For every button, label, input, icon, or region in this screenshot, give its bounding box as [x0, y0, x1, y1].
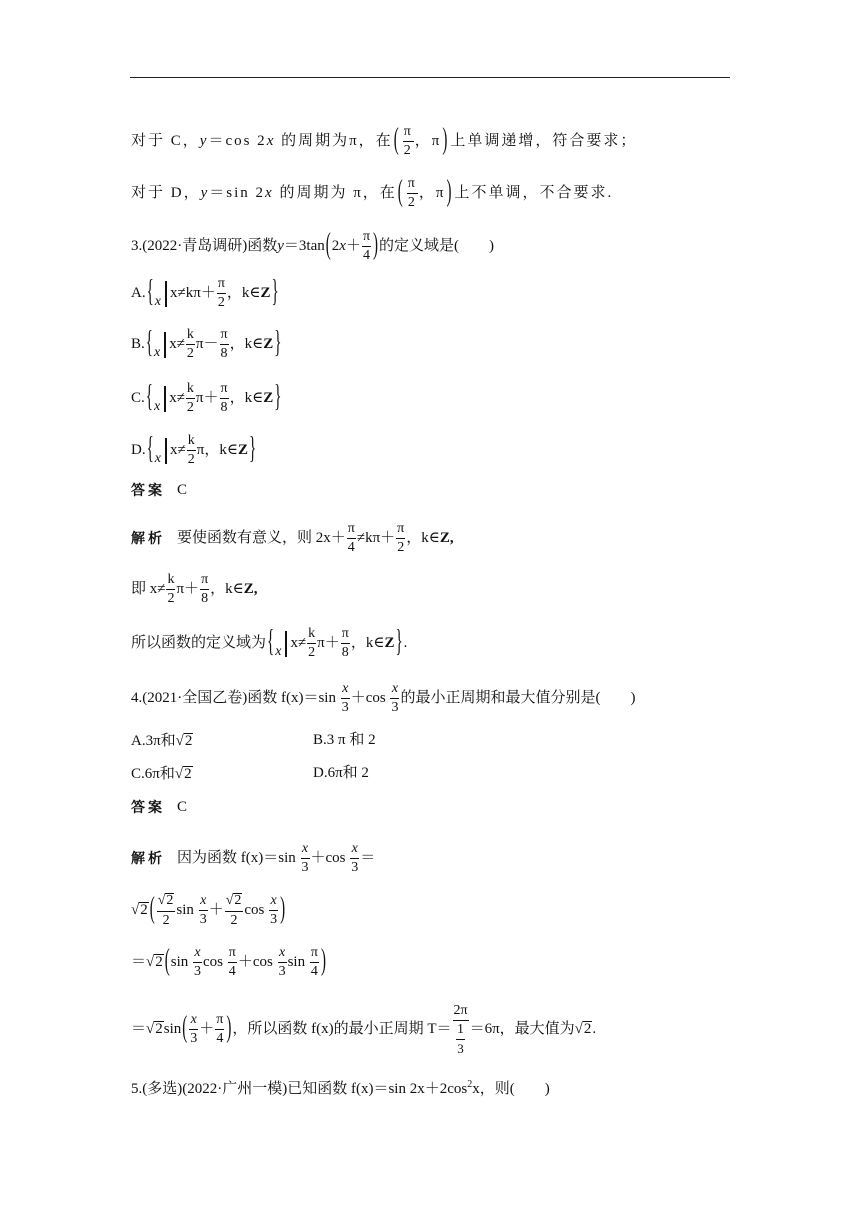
numerator: π [228, 946, 237, 963]
numerator: π [217, 277, 226, 294]
text: ＝ [131, 954, 147, 970]
radicand: 2 [155, 1021, 163, 1038]
var-x: x [266, 133, 276, 149]
fraction [220, 382, 229, 415]
var-y: y [200, 185, 210, 201]
question-text: 4.(2021·全国乙卷)函数 f(x)＝sin [131, 690, 340, 706]
fraction [453, 1004, 469, 1055]
radicand: 2 [155, 954, 163, 971]
brace-right: } [395, 625, 403, 660]
numerator: π [200, 573, 209, 590]
text: cos [203, 954, 227, 970]
var-y: y [199, 133, 209, 149]
option-a[interactable] [131, 277, 280, 310]
fraction [407, 177, 418, 210]
solution-4-line-4 [131, 1004, 596, 1055]
integer-set: Z, [243, 581, 258, 597]
fraction [186, 328, 195, 361]
option-text: A.3π和 [131, 733, 176, 749]
paren-right: ) [280, 892, 286, 926]
text: 即 x≠ [131, 581, 166, 597]
text: 所以函数的定义域为 [131, 635, 267, 651]
var-x: x [275, 643, 282, 659]
denominator: 3 [351, 860, 359, 875]
integer-set: Z [260, 285, 271, 301]
fraction [187, 434, 196, 467]
numerator: k [166, 573, 175, 590]
answer-value: C [177, 482, 188, 499]
numerator: x [301, 842, 310, 859]
solution-3-line-1 [131, 522, 454, 555]
var-x: x [154, 293, 162, 309]
fraction [228, 946, 237, 979]
header-rule [130, 77, 730, 78]
radicand: 2 [184, 733, 193, 749]
radicand: 2 [184, 766, 192, 782]
question-4-option-b[interactable] [313, 733, 376, 748]
numerator: x [341, 682, 350, 699]
paren-left: ( [325, 229, 331, 262]
superscript: 2 [467, 1079, 473, 1090]
fraction [307, 627, 316, 660]
denominator: 2 [186, 400, 194, 415]
paren-right: ) [226, 1012, 232, 1045]
question-4-options-row-2 [131, 766, 193, 783]
numerator: π [403, 125, 414, 142]
text: sin [163, 1021, 182, 1037]
paren-left: ( [149, 892, 155, 926]
fraction [217, 277, 226, 310]
text: π＋ [176, 581, 200, 597]
question-3 [131, 230, 494, 263]
numerator: π [220, 328, 229, 345]
text: sin [176, 901, 198, 918]
option-label: B. [131, 336, 145, 352]
text: ＋cos [350, 690, 390, 706]
text: . [403, 635, 408, 651]
numerator: x [350, 842, 359, 859]
numerator: k [186, 382, 195, 399]
denominator: 8 [220, 346, 228, 361]
numerator: π [220, 382, 229, 399]
numerator: π [347, 522, 356, 539]
text: π＋ [195, 390, 219, 406]
numerator: x [278, 946, 287, 963]
numerator: x [193, 946, 202, 963]
solution-3-line-2 [131, 573, 258, 606]
denominator: 4 [362, 248, 370, 263]
text: π，k∈ [196, 442, 238, 458]
integer-set: Z [384, 635, 395, 651]
radicand: 2 [166, 893, 174, 908]
solution-4-line-3 [131, 946, 327, 979]
numerator: π [362, 230, 371, 247]
text: 的周期为 π，在 [273, 185, 397, 201]
text: x≠kπ＋ [170, 285, 216, 301]
option-text: D.6π和 2 [313, 765, 369, 782]
fraction [390, 682, 399, 715]
denominator: 2 [186, 346, 194, 361]
denominator: 2 [397, 540, 405, 555]
question-text: 3.(2022·青岛调研)函数 [131, 238, 278, 254]
brace-right: } [274, 326, 282, 361]
sqrt: √2 [174, 766, 192, 782]
brace-right: } [274, 380, 282, 415]
option-label: C. [131, 390, 145, 406]
var-x: x [154, 450, 162, 466]
text: ＝6π，最大值为 [469, 1021, 575, 1037]
sqrt: √2 [225, 893, 242, 908]
text: 2 [331, 238, 340, 254]
set-bar [164, 332, 166, 358]
fraction [200, 573, 209, 606]
denominator: 2 [217, 295, 225, 310]
text: ，所以函数 f(x)的最小正周期 T＝ [232, 1021, 452, 1037]
text: x≠ [169, 390, 185, 406]
brace-left: { [145, 326, 153, 361]
fraction [347, 522, 356, 555]
denominator: 3 [270, 911, 278, 927]
fraction [403, 125, 414, 158]
numerator: x [189, 1013, 198, 1030]
answer-label: 答案 [131, 799, 165, 816]
text: ＝cos 2 [208, 133, 267, 149]
denominator: 4 [310, 964, 318, 979]
sqrt: √2 [175, 733, 193, 749]
numerator: k [186, 328, 195, 345]
option-label: D. [131, 442, 146, 458]
integer-set: Z [263, 390, 274, 406]
option-d[interactable] [131, 434, 257, 467]
paren-left: ( [182, 1012, 188, 1045]
solution-label: 解析 [131, 850, 165, 867]
answer-3 [131, 483, 187, 498]
denominator: 8 [201, 591, 209, 606]
numerator: 1 [456, 1023, 465, 1040]
sqrt: √2 [574, 1021, 592, 1038]
brace-right: } [271, 275, 279, 310]
var-x: x [339, 238, 346, 254]
answer-label: 答案 [131, 482, 165, 499]
text: ，π [418, 185, 446, 201]
question-5 [131, 1080, 550, 1097]
text: ＋ [208, 901, 224, 918]
question-4-option-d[interactable] [313, 766, 369, 781]
fraction [341, 682, 350, 715]
fraction [362, 230, 371, 263]
denominator: 4 [228, 964, 236, 979]
solution-4-line-1 [131, 842, 375, 875]
fraction [186, 382, 195, 415]
set-bar [164, 386, 166, 412]
option-c[interactable] [131, 766, 193, 782]
sqrt: √2 [146, 954, 163, 971]
numerator [225, 893, 244, 912]
question-4 [131, 682, 635, 715]
numerator: x [199, 894, 208, 911]
var-x: x [265, 185, 274, 201]
numerator: π [396, 522, 405, 539]
fraction [166, 573, 175, 606]
denominator: 3 [457, 1041, 464, 1056]
set-bar [165, 438, 167, 464]
denominator: 2 [407, 195, 417, 210]
numerator: π [310, 946, 319, 963]
numerator: π [341, 627, 350, 644]
text: 上不单调，不合要求. [454, 185, 614, 201]
paren-right: ) [442, 124, 450, 157]
text: ，k∈ [350, 635, 385, 651]
text: sin [170, 954, 193, 970]
option-label: A. [131, 285, 146, 301]
text: . [592, 1021, 597, 1037]
fraction [225, 893, 244, 928]
paren-right: ) [320, 945, 326, 978]
text: 的最小正周期和最大值分别是( ) [400, 690, 636, 706]
numerator: k [187, 434, 196, 451]
denominator: 3 [278, 964, 286, 979]
fraction [220, 328, 229, 361]
radicand: 2 [140, 901, 148, 918]
brace-left: { [267, 625, 275, 660]
fraction [350, 842, 359, 875]
integer-set: Z [263, 336, 274, 352]
fraction [157, 893, 176, 928]
text: ＝ [131, 1021, 147, 1037]
integer-set: Z, [439, 530, 454, 546]
sqrt: √2 [157, 893, 174, 908]
denominator: 3 [301, 860, 309, 875]
denominator: 2 [167, 591, 175, 606]
numerator: x [269, 894, 278, 911]
text: x≠ [169, 336, 185, 352]
denominator: 2 [187, 452, 195, 467]
solution-4-line-2 [131, 893, 286, 928]
text: ≠kπ＋ [356, 530, 396, 546]
text: 因为函数 f(x)＝sin [177, 850, 300, 866]
text: 对于 C， [131, 133, 200, 149]
option-c[interactable] [131, 382, 282, 415]
fraction [341, 627, 350, 660]
numerator: x [390, 682, 399, 699]
radicand: 2 [234, 893, 242, 908]
radicand: 2 [583, 1021, 592, 1038]
solution-label: 解析 [131, 530, 165, 547]
denominator: 2 [308, 645, 316, 660]
brace-left: { [146, 432, 154, 467]
brace-right: } [248, 432, 257, 467]
numerator: π [407, 177, 418, 194]
text: ，π [414, 133, 442, 149]
text: ＝sin 2 [209, 185, 266, 201]
text: x≠ [290, 635, 307, 651]
question-4-options-row-1 [131, 733, 193, 750]
fraction [310, 946, 319, 979]
sqrt: √2 [146, 1021, 163, 1038]
numerator: k [307, 627, 316, 644]
integer-set: Z [237, 442, 248, 458]
fraction [456, 1023, 465, 1055]
text: 对于 D， [131, 185, 201, 201]
paren-left: ( [393, 124, 401, 157]
option-text: B.3 π 和 2 [313, 732, 376, 749]
set-bar [285, 631, 287, 657]
denominator: 4 [216, 1031, 224, 1046]
denominator: 4 [347, 540, 355, 555]
text: ，k∈ [406, 530, 440, 546]
denominator: 8 [220, 400, 228, 415]
fraction [199, 894, 208, 927]
fraction [396, 522, 405, 555]
text: 要使函数有意义，则 2x＋ [177, 530, 346, 546]
text: ，k∈ [210, 581, 244, 597]
denominator: 2 [403, 143, 413, 158]
var-y: y [277, 238, 284, 254]
text: ＝3tan [283, 238, 325, 254]
answer-value: C [177, 799, 188, 816]
set-bar [165, 281, 167, 307]
text: ＝ [360, 850, 376, 866]
fraction [278, 946, 287, 979]
text: ＋cos [237, 954, 277, 970]
text: ，k∈ [229, 390, 264, 406]
analysis-d-line [131, 177, 613, 210]
denominator: 3 [391, 700, 399, 715]
text: ＋ [345, 238, 361, 254]
numerator [157, 893, 176, 912]
text: 的周期为π，在 [275, 133, 393, 149]
fraction [193, 946, 202, 979]
text: ，k∈ [226, 285, 261, 301]
text: x≠ [170, 442, 186, 458]
option-text: C.6π和 [131, 766, 175, 782]
text: π－ [195, 336, 219, 352]
text: ＋ [199, 1021, 215, 1037]
paren-right: ) [373, 229, 379, 262]
text: cos [244, 901, 269, 918]
fraction [215, 1013, 224, 1046]
paren-left: ( [397, 176, 405, 209]
fraction [301, 842, 310, 875]
question-text: 5.(多选)(2022·广州一模)已知函数 f(x)＝sin 2x＋2cos [131, 1081, 468, 1098]
denominator: 3 [194, 964, 202, 979]
denominator [453, 1021, 469, 1055]
solution-3-line-3 [131, 627, 407, 660]
fraction [269, 894, 278, 927]
option-b[interactable] [131, 328, 282, 361]
brace-left: { [145, 380, 153, 415]
var-x: x [153, 344, 161, 360]
paren-left: ( [164, 945, 170, 978]
denominator: 3 [190, 1031, 198, 1046]
analysis-c-line [131, 125, 637, 158]
denominator: 2 [162, 912, 170, 928]
brace-left: { [146, 275, 154, 310]
paren-right: ) [446, 176, 454, 209]
denominator: 3 [199, 911, 207, 927]
var-x: x [153, 398, 161, 414]
text: π＋ [317, 635, 340, 651]
text: ，k∈ [229, 336, 264, 352]
denominator: 3 [341, 700, 349, 715]
numerator: 2π [453, 1004, 469, 1021]
text: sin [287, 954, 309, 970]
sqrt: √2 [131, 901, 148, 918]
answer-4 [131, 800, 187, 815]
numerator: π [215, 1013, 224, 1030]
text: x，则( ) [472, 1081, 550, 1098]
denominator: 8 [341, 645, 349, 660]
fraction [189, 1013, 198, 1046]
option-a[interactable] [131, 733, 193, 749]
denominator: 2 [230, 912, 238, 928]
text: 的定义域是( ) [379, 238, 495, 254]
text: 上单调递增，符合要求； [450, 133, 638, 149]
text: ＋cos [310, 850, 350, 866]
